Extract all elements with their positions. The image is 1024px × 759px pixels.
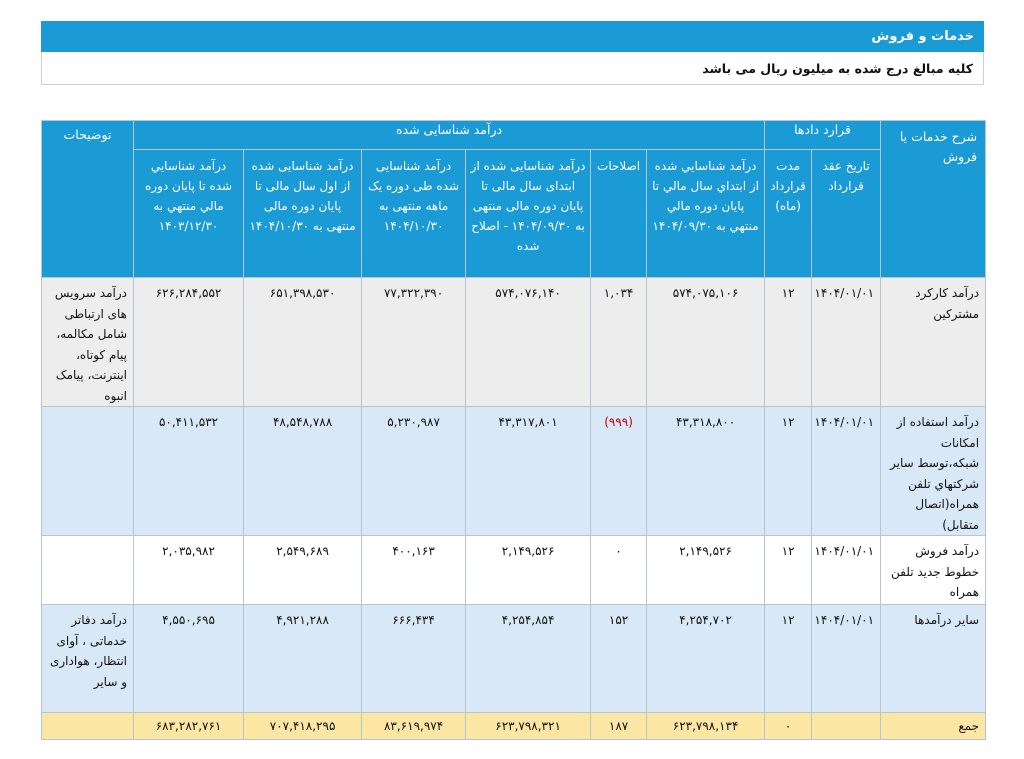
cell-corrections: (۹۹۹) <box>591 407 647 536</box>
cell-term: ۱۲ <box>765 407 812 536</box>
total-rev-corrected: ۶۲۳,۷۹۸,۳۲۱ <box>466 713 591 740</box>
cell-rev-prev: ۲,۱۴۹,۵۲۶ <box>647 536 765 605</box>
header-service-desc: شرح خدمات یا فروش <box>881 121 986 278</box>
table-row <box>42 536 986 605</box>
cell-rev-corrected: ۵۷۴,۰۷۶,۱۴۰ <box>466 278 591 407</box>
cell-term: ۱۲ <box>765 536 812 605</box>
cell-desc: درآمد کارکرد مشترکین <box>881 278 986 407</box>
total-empty-notes <box>42 713 134 740</box>
cell-rev-corrected: ۴,۲۵۴,۸۵۴ <box>466 605 591 713</box>
cell-notes: درآمد دفاتر خدماتی ، آوای انتظار، هواداری و سایر <box>42 605 134 713</box>
total-corrections: ۱۸۷ <box>591 713 647 740</box>
table-row <box>42 605 986 713</box>
cell-rev-month: ۶۶۶,۴۳۴ <box>362 605 466 713</box>
table-row <box>42 278 986 407</box>
header-recognized-group: درآمد شناسایی شده <box>134 121 765 150</box>
cell-rev-prev-year: ۵۰,۴۱۱,۵۳۲ <box>134 407 244 536</box>
header-contract-term: مدت قرارداد (ماه) <box>765 150 812 278</box>
cell-term: ۱۲ <box>765 605 812 713</box>
total-row <box>42 713 986 740</box>
cell-rev-prev: ۴,۲۵۴,۷۰۲ <box>647 605 765 713</box>
total-term: ۰ <box>765 713 812 740</box>
cell-rev-prev: ۵۷۴,۰۷۵,۱۰۶ <box>647 278 765 407</box>
cell-rev-corrected: ۲,۱۴۹,۵۲۶ <box>466 536 591 605</box>
cell-rev-corrected: ۴۳,۳۱۷,۸۰۱ <box>466 407 591 536</box>
header-rev-corrected: درآمد شناسایی شده از ابتدای سال مالی تا پایان دوره مالی منتهی به ۱۴۰۴/۰۹/۳۰ - اصلاح شده <box>466 150 591 278</box>
header-corrections: اصلاحات <box>591 150 647 278</box>
cell-rev-current: ۴۸,۵۴۸,۷۸۸ <box>244 407 362 536</box>
revenue-table <box>41 120 986 740</box>
cell-date: ۱۴۰۴/۰۱/۰۱ <box>812 536 881 605</box>
header-rev-start-to-current: درآمد شناسایی شده از اول سال مالی تا پایان دوره مالی منتهی به ۱۴۰۴/۱۰/۳۰ <box>244 150 362 278</box>
header-notes: توضیحات <box>42 121 134 278</box>
cell-rev-prev-year: ۴,۵۵۰,۶۹۵ <box>134 605 244 713</box>
cell-rev-current: ۶۵۱,۳۹۸,۵۳۰ <box>244 278 362 407</box>
cell-desc: سایر درآمدها <box>881 605 986 713</box>
cell-corrections: ۰ <box>591 536 647 605</box>
cell-rev-current: ۲,۵۴۹,۶۸۹ <box>244 536 362 605</box>
cell-desc: درآمد فروش خطوط جدید تلفن همراه <box>881 536 986 605</box>
cell-notes <box>42 407 134 536</box>
cell-rev-month: ۴۰۰,۱۶۳ <box>362 536 466 605</box>
cell-corrections: ۱۵۲ <box>591 605 647 713</box>
total-rev-current: ۷۰۷,۴۱۸,۲۹۵ <box>244 713 362 740</box>
cell-rev-current: ۴,۹۲۱,۲۸۸ <box>244 605 362 713</box>
total-label: جمع <box>881 713 986 740</box>
total-rev-month: ۸۳,۶۱۹,۹۷۴ <box>362 713 466 740</box>
cell-corrections: ۱,۰۳۴ <box>591 278 647 407</box>
cell-term: ۱۲ <box>765 278 812 407</box>
cell-rev-prev: ۴۳,۳۱۸,۸۰۰ <box>647 407 765 536</box>
section-title: خدمات و فروش <box>41 21 984 52</box>
header-rev-prev-year: درآمد شناسايي شده تا پايان دوره مالي منتهي به ۱۴۰۳/۱۲/۳۰ <box>134 150 244 278</box>
cell-desc: درآمد استفاده از امکانات شبکه،توسط سایر شرکتهاي تلفن همراه(اتصال متقابل) <box>881 407 986 536</box>
header-contracts-group: قرارد دادها <box>765 121 881 150</box>
cell-date: ۱۴۰۴/۰۱/۰۱ <box>812 605 881 713</box>
cell-rev-prev-year: ۶۲۶,۲۸۴,۵۵۲ <box>134 278 244 407</box>
cell-date: ۱۴۰۴/۰۱/۰۱ <box>812 407 881 536</box>
total-rev-prev: ۶۲۳,۷۹۸,۱۳۴ <box>647 713 765 740</box>
header-rev-start-to-prev: درآمد شناسایي شده از ابتداي سال مالي تا پايان دوره مالي منتهي به ۱۴۰۴/۰۹/۳۰ <box>647 150 765 278</box>
total-empty-date <box>812 713 881 740</box>
header-rev-one-month: درآمد شناسایی شده طی دوره یک ماهه منتهی به ۱۴۰۴/۱۰/۳۰ <box>362 150 466 278</box>
cell-notes: درآمد سرویس های ارتباطی شامل مکالمه، پیام کوتاه، اینترنت، پیامک انبوه <box>42 278 134 407</box>
currency-note: کلیه مبالغ درج شده به میلیون ریال می باشد <box>41 52 984 85</box>
cell-rev-prev-year: ۲,۰۳۵,۹۸۲ <box>134 536 244 605</box>
cell-rev-month: ۵,۲۳۰,۹۸۷ <box>362 407 466 536</box>
table-row <box>42 407 986 536</box>
cell-rev-month: ۷۷,۳۲۲,۳۹۰ <box>362 278 466 407</box>
cell-date: ۱۴۰۴/۰۱/۰۱ <box>812 278 881 407</box>
cell-notes <box>42 536 134 605</box>
total-rev-prev-year: ۶۸۳,۲۸۲,۷۶۱ <box>134 713 244 740</box>
header-contract-date: تاریخ عقد قرارداد <box>812 150 881 278</box>
